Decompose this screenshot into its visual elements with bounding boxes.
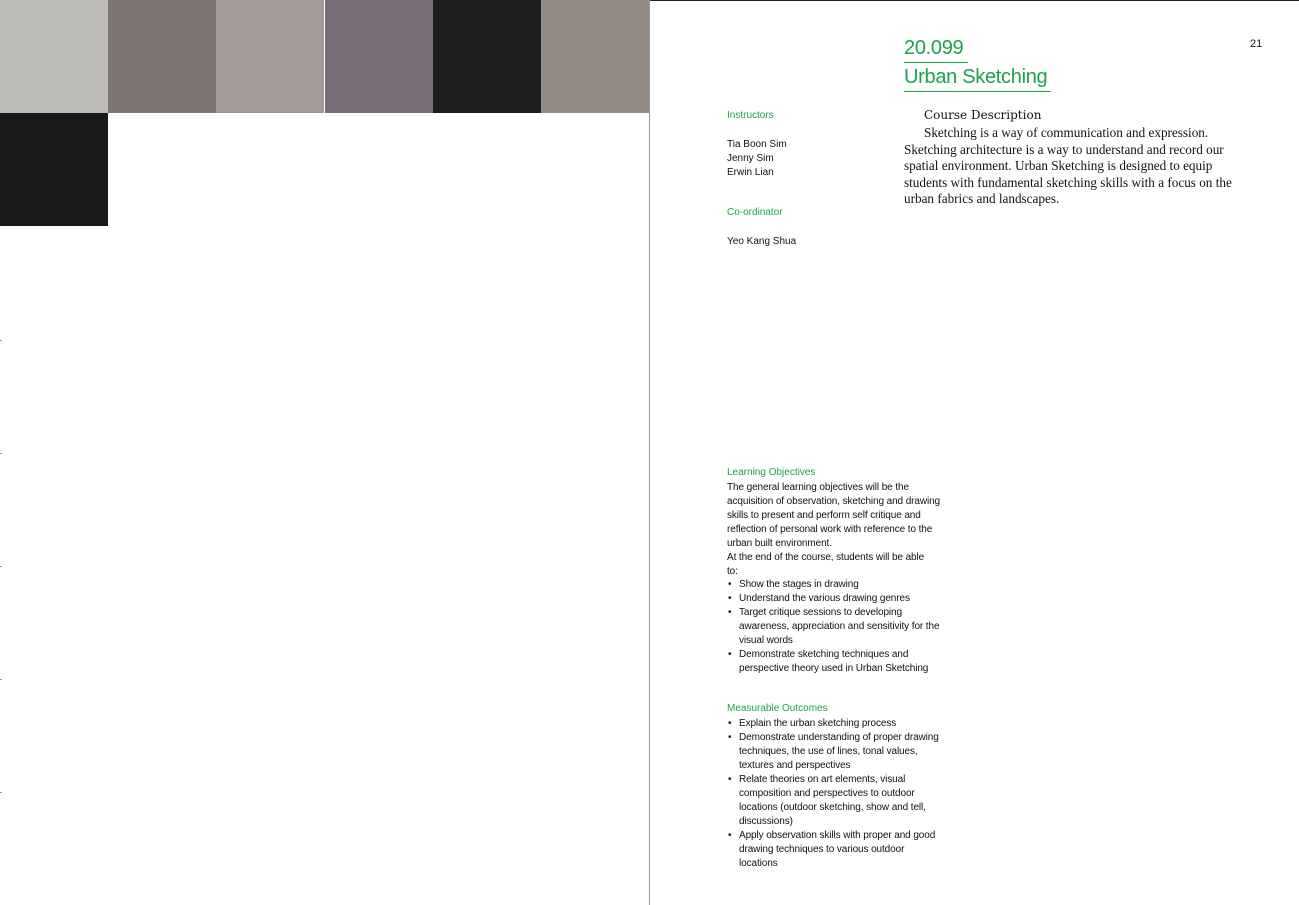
edge-mark bbox=[0, 453, 2, 454]
course-code: 20.099 bbox=[904, 36, 968, 63]
learning-objectives-intro: The general learning objectives will be the acquisition of observation, sketching and drawing skills to present and perform self critique and reflection of personal work with reference to the urban built environment. bbox=[727, 482, 941, 549]
instructors-list bbox=[727, 138, 787, 180]
course-title: Urban Sketching bbox=[904, 65, 1051, 92]
color-swatch bbox=[0, 0, 108, 113]
color-swatch bbox=[433, 0, 541, 113]
list-item: • Demonstrate understanding of proper drawing techniques, the use of lines, tonal values, textures and perspectives bbox=[727, 731, 939, 773]
color-swatch bbox=[216, 0, 324, 113]
list-item: • Explain the urban sketching process bbox=[727, 717, 939, 731]
top-rule bbox=[650, 0, 1299, 1]
instructor-name: Jenny Sim bbox=[727, 153, 774, 164]
color-swatch bbox=[0, 113, 108, 226]
color-swatch bbox=[108, 0, 216, 113]
course-description-body: Sketching is a way of communication and expression. Sketching architecture is a way to understand and record our spatial environment. Urban Sketching is designed to equip students with fundamental sketching skills with a focus on the urban fabrics and landscapes. bbox=[904, 125, 1232, 207]
list-item: • Demonstrate sketching techniques and perspective theory used in Urban Sketching bbox=[727, 648, 942, 676]
page-number: 21 bbox=[1250, 38, 1263, 50]
color-swatch bbox=[541, 0, 649, 113]
measurable-outcomes-list bbox=[727, 717, 939, 871]
measurable-outcomes-label: Measurable Outcomes bbox=[727, 703, 828, 714]
edge-mark bbox=[0, 340, 2, 341]
edge-mark bbox=[0, 792, 2, 793]
learning-objectives-lead: At the end of the course, students will be able to: bbox=[727, 552, 925, 577]
right-page bbox=[650, 0, 1299, 905]
list-item: • Apply observation skills with proper and good drawing techniques to various outdoor locations bbox=[727, 829, 939, 871]
list-item: • Understand the various drawing genres bbox=[727, 592, 942, 606]
learning-objectives-label: Learning Objectives bbox=[727, 467, 816, 478]
edge-mark bbox=[0, 566, 2, 567]
list-item: • Relate theories on art elements, visual composition and perspectives to outdoor locations (outdoor sketching, show and tell, discussions) bbox=[727, 773, 939, 829]
color-swatch bbox=[325, 0, 433, 113]
instructor-name: Tia Boon Sim bbox=[727, 139, 787, 150]
coordinator-name: Yeo Kang Shua bbox=[727, 236, 797, 247]
course-description-heading: Course Description bbox=[924, 108, 1042, 122]
learning-objectives-list bbox=[727, 578, 942, 676]
left-page bbox=[0, 0, 649, 905]
instructors-label: Instructors bbox=[727, 110, 774, 121]
edge-mark bbox=[0, 679, 2, 680]
coordinator-label: Co-ordinator bbox=[727, 207, 783, 218]
list-item: • Target critique sessions to developing awareness, appreciation and sensitivity for the visual words bbox=[727, 606, 942, 648]
instructor-name: Erwin Lian bbox=[727, 167, 774, 178]
list-item: • Show the stages in drawing bbox=[727, 578, 942, 592]
